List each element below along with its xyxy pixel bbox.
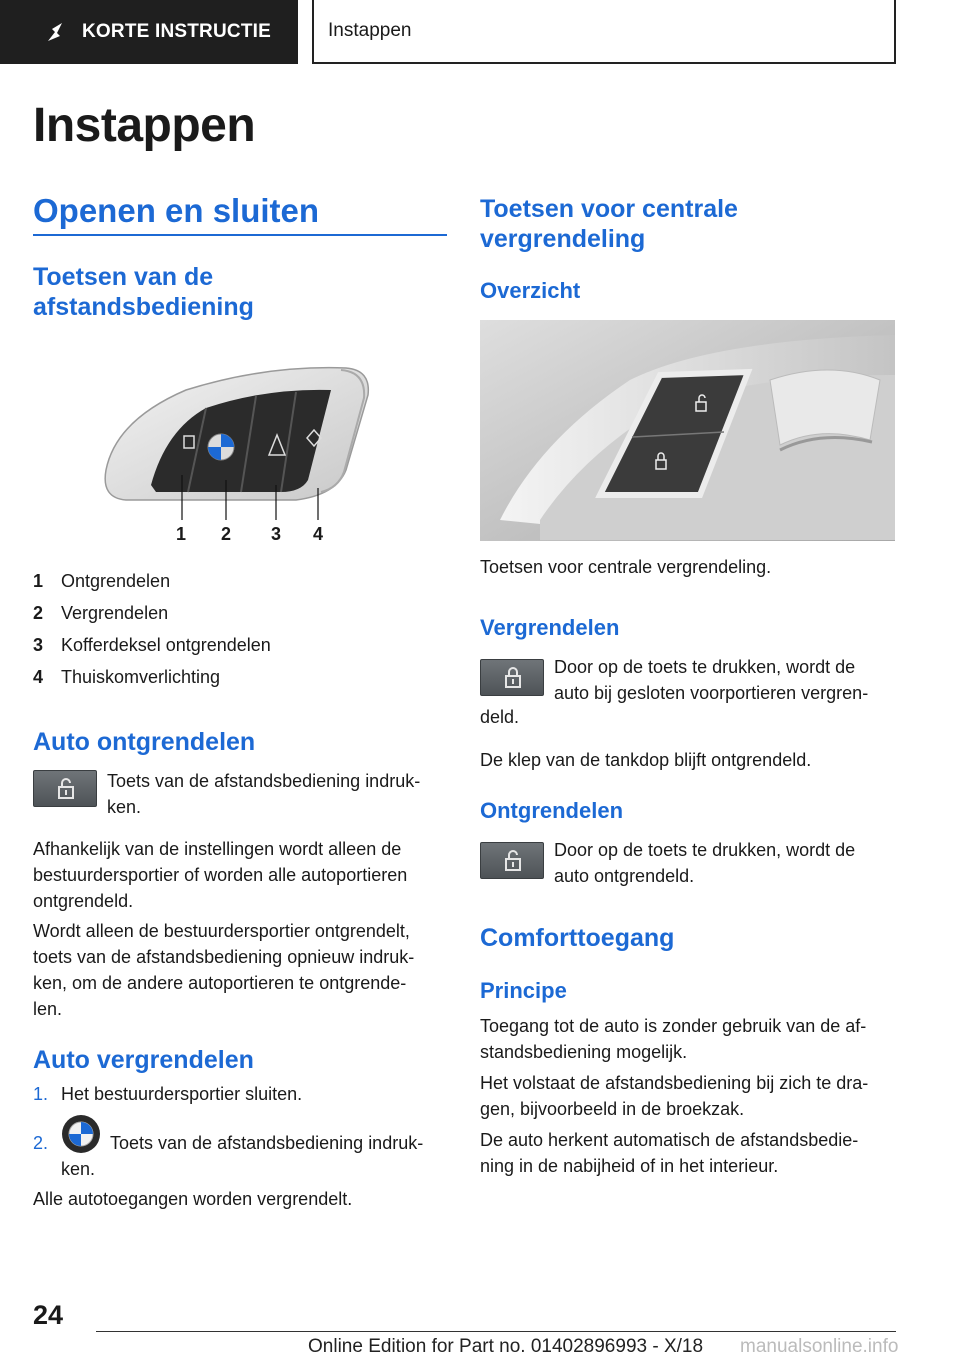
text-line: toets van de afstandsbediening opnieuw indruk- <box>33 947 415 967</box>
unlock-paragraph-1 <box>33 836 407 914</box>
remote-key-legend <box>33 565 271 693</box>
heading-auto-vergrendelen: Auto vergrendelen <box>33 1046 254 1074</box>
watermark: manualsonline.info <box>740 1336 899 1357</box>
section-tab[interactable] <box>0 0 298 64</box>
central-lock-text-line3: deld. <box>480 707 520 727</box>
central-lock-text <box>554 654 868 706</box>
edition-text: Online Edition for Part no. 01402896993 - X/18 <box>308 1336 704 1357</box>
remote-unlock-button-image <box>33 770 97 807</box>
lock-icon <box>502 667 524 689</box>
lock-step-1 <box>33 1081 302 1107</box>
heading-auto-ontgrendelen: Auto ontgrendelen <box>33 728 256 756</box>
unlock-icon <box>502 850 524 872</box>
lock-result: Alle autotoegangen worden vergrendelt. <box>33 1189 353 1209</box>
text-line: Door op de toets te drukken, wordt de <box>554 657 856 677</box>
legend-num: 1 <box>33 571 44 591</box>
comfort-paragraph-1 <box>480 1013 866 1065</box>
lock-step-2-text-line2: ken. <box>61 1159 96 1179</box>
heading-rule <box>33 234 447 236</box>
heading-central-locking-line2: vergrendeling <box>480 225 646 253</box>
text-line: Door op de toets te drukken, wordt de <box>554 840 856 860</box>
photo-caption: Toetsen voor centrale vergrendeling. <box>480 557 772 577</box>
door-buttons-photo <box>480 320 895 541</box>
comfort-paragraph-2 <box>480 1070 868 1122</box>
legend-text: Kofferdeksel ontgrendelen <box>61 635 271 655</box>
heading-remote-keys <box>33 262 254 322</box>
central-lock-button-image <box>480 659 544 696</box>
chapter-label: Instappen <box>328 20 412 41</box>
callout-4: 4 <box>313 524 324 544</box>
text-line: Het volstaat de afstandsbediening bij zich te dra- <box>480 1073 869 1093</box>
legend-item <box>33 565 271 597</box>
legend-num: 3 <box>33 635 44 655</box>
comfort-paragraph-3 <box>480 1127 858 1179</box>
central-unlock-text <box>554 837 855 889</box>
chapter-header <box>312 0 896 64</box>
lock-step-2-text: Toets van de afstandsbediening indruk- <box>110 1133 424 1153</box>
section-tab-label: KORTE INSTRUCTIE <box>82 21 271 42</box>
heading-vergrendelen: Vergrendelen <box>480 615 620 640</box>
heading-openen-sluiten: Openen en sluiten <box>33 192 320 229</box>
callout-3: 3 <box>271 524 282 544</box>
legend-text: Vergrendelen <box>61 603 169 623</box>
remote-unlock-text-line2: ken. <box>107 797 142 817</box>
fuel-flap-note: De klep van de tankdop blijft ontgrendeld. <box>480 750 812 770</box>
heading-remote-keys-line1: Toetsen van de <box>33 263 214 291</box>
lock-button-bmw-icon <box>61 1114 101 1154</box>
remote-unlock-text-line1: Toets van de afstandsbediening indruk- <box>107 771 421 791</box>
unlock-paragraph-2 <box>33 918 414 1022</box>
quick-reference-icon <box>44 21 66 43</box>
step-number: 1. <box>33 1084 49 1104</box>
text-line: Toegang tot de auto is zonder gebruik van de af- <box>480 1016 867 1036</box>
unlock-icon <box>55 778 77 800</box>
text-line: auto ontgrendeld. <box>554 866 695 886</box>
heading-central-locking <box>480 194 738 254</box>
step-text: Het bestuurdersportier sluiten. <box>61 1084 303 1104</box>
heading-ontgrendelen: Ontgrendelen <box>480 798 624 823</box>
footer-rule <box>96 1331 896 1332</box>
text-line: ontgrendeld. <box>33 891 134 911</box>
text-line: standsbediening mogelijk. <box>480 1042 688 1062</box>
legend-text: Thuiskomverlichting <box>61 667 221 687</box>
legend-item <box>33 629 271 661</box>
text-line: De auto herkent automatisch de afstandsbedie- <box>480 1130 859 1150</box>
callout-1: 1 <box>176 524 187 544</box>
remote-key-illustration <box>96 360 386 550</box>
heading-principe: Principe <box>480 978 567 1003</box>
heading-overzicht: Overzicht <box>480 278 581 303</box>
text-line: ning in de nabijheid of in het interieur. <box>480 1156 779 1176</box>
legend-item <box>33 597 271 629</box>
heading-central-locking-line1: Toetsen voor centrale <box>480 195 738 223</box>
step-number: 2. <box>33 1133 49 1153</box>
lock-step-2 <box>33 1130 61 1156</box>
text-line: Afhankelijk van de instellingen wordt alleen de <box>33 839 402 859</box>
text-line: gen, bijvoorbeeld in de broekzak. <box>480 1099 745 1119</box>
callout-2: 2 <box>221 524 232 544</box>
legend-num: 4 <box>33 667 44 687</box>
legend-item <box>33 661 271 693</box>
page-number: 24 <box>33 1300 64 1330</box>
legend-text: Ontgrendelen <box>61 571 171 591</box>
legend-num: 2 <box>33 603 44 623</box>
text-line: len. <box>33 999 63 1019</box>
remote-unlock-text <box>107 768 420 820</box>
heading-remote-keys-line2: afstandsbediening <box>33 293 254 321</box>
page-title: Instappen <box>33 99 256 152</box>
text-line: auto bij gesloten voorportieren vergren- <box>554 683 869 703</box>
text-line: Wordt alleen de bestuurdersportier ontgrendelt, <box>33 921 410 941</box>
central-unlock-button-image <box>480 842 544 879</box>
heading-comforttoegang: Comforttoegang <box>480 924 675 952</box>
text-line: bestuurdersportier of worden alle autoportieren <box>33 865 408 885</box>
text-line: ken, om de andere autoportieren te ontgrende- <box>33 973 407 993</box>
